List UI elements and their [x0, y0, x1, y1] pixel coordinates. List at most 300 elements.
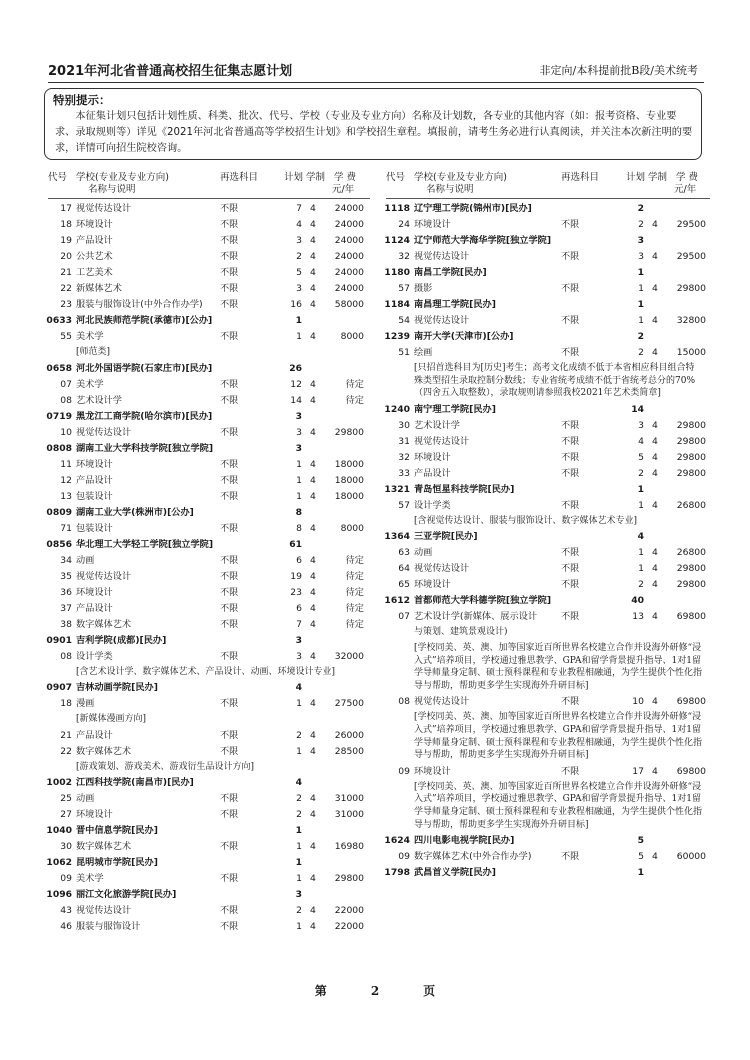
row-plan: 2 — [638, 347, 644, 358]
row-note: [新媒体漫画方向] — [76, 714, 147, 725]
row-code: 64 — [398, 563, 410, 575]
major-row — [386, 249, 710, 265]
row-code: 30 — [398, 419, 410, 431]
row-subject: 不限 — [220, 602, 239, 614]
row-subject: 不限 — [561, 851, 580, 863]
row-fee: 8000 — [340, 331, 364, 342]
row-fee: 29800 — [676, 419, 706, 431]
right-table-body — [386, 201, 710, 881]
row-plan: 14 — [290, 394, 302, 406]
row-name: 产品设计 — [76, 474, 113, 486]
row-duration: 4 — [310, 474, 316, 486]
row-subject: 不限 — [220, 554, 239, 566]
row-name: 动画 — [76, 554, 95, 566]
school-row — [48, 823, 370, 839]
row-code: 57 — [398, 499, 410, 511]
row-fee: 22000 — [334, 921, 364, 933]
header-duration: 学制 — [648, 172, 668, 183]
major-row — [48, 601, 370, 617]
row-subject: 不限 — [220, 650, 239, 662]
row-name: 动画 — [76, 793, 95, 805]
row-name: 美术学 — [76, 873, 104, 885]
row-duration: 4 — [310, 745, 316, 757]
row-code: 1124 — [384, 235, 410, 246]
row-code: 11 — [60, 458, 72, 470]
row-name: 设计学类 — [76, 650, 113, 662]
row-name: 视觉传达设计 — [414, 696, 470, 708]
row-code: 1240 — [384, 403, 410, 415]
major-row — [48, 617, 370, 633]
row-code: 18 — [60, 219, 72, 230]
row-code: 30 — [60, 841, 72, 853]
row-plan: 1 — [637, 867, 644, 879]
row-fee: 29800 — [334, 426, 364, 438]
header-name2: 名称与说明 — [426, 184, 474, 195]
row-plan: 2 — [296, 905, 302, 917]
right-column — [386, 170, 710, 881]
row-duration: 4 — [652, 451, 658, 463]
row-fee: 待定 — [345, 570, 364, 582]
row-code: 54 — [398, 315, 410, 326]
row-plan: 4 — [295, 777, 302, 789]
row-subject: 不限 — [561, 499, 580, 511]
row-fee: 31000 — [334, 793, 364, 805]
row-name: 包装设计 — [76, 490, 113, 502]
school-row — [48, 887, 370, 903]
row-plan: 26 — [289, 362, 302, 374]
row-plan: 1 — [638, 563, 644, 575]
major-row — [48, 649, 370, 665]
major-row — [48, 807, 370, 823]
row-subject: 不限 — [561, 435, 580, 447]
row-fee: 待定 — [345, 378, 364, 390]
row-name: 吉利学院(成都)[民办] — [76, 634, 167, 646]
row-code: 0658 — [46, 362, 72, 374]
row-name: 武昌首义学院[民办] — [414, 867, 496, 879]
row-fee: 24000 — [334, 219, 364, 230]
row-name: 晋中信息学院[民办] — [76, 825, 158, 837]
row-fee: 18000 — [334, 490, 364, 502]
row-plan: 19 — [290, 570, 302, 582]
school-row — [48, 409, 370, 425]
row-fee: 26800 — [676, 547, 706, 559]
row-subject: 不限 — [220, 458, 239, 470]
row-fee: 18000 — [334, 474, 364, 486]
major-row — [48, 791, 370, 807]
major-row — [386, 694, 710, 710]
row-code: 1612 — [384, 595, 410, 607]
row-code: 1002 — [46, 777, 72, 789]
school-row — [386, 265, 710, 281]
row-plan: 1 — [637, 267, 644, 278]
row-subject: 不限 — [220, 378, 239, 390]
notice-title: 特别提示： — [53, 93, 111, 107]
row-note: [只招首选科目为[历史]考生；高考文化成绩不低于本省相应科目组合特殊类型招生录取控制分数线；专业省统考成绩不低于省统考总分的70%（四舍五入取整数），录取规则请参照我校2021年艺术类简章] — [414, 363, 696, 399]
row-name: 南开大学(天津市)[公办] — [414, 331, 514, 342]
major-row — [48, 457, 370, 473]
header-fee-unit: 元/年 — [674, 184, 697, 195]
row-code: 71 — [60, 522, 72, 534]
row-duration: 4 — [652, 547, 658, 559]
row-plan: 23 — [290, 586, 302, 598]
row-name: 艺术设计学 — [76, 394, 122, 406]
row-name: 南宁理工学院[民办] — [414, 403, 496, 415]
row-plan: 1 — [296, 921, 302, 933]
row-fee: 24000 — [334, 235, 364, 246]
row-plan: 1 — [296, 458, 302, 470]
row-plan: 2 — [637, 203, 644, 214]
major-row — [48, 297, 370, 313]
row-code: 1118 — [384, 203, 410, 214]
school-row — [386, 201, 710, 217]
row-plan: 3 — [296, 283, 302, 294]
left-column — [48, 170, 370, 935]
row-subject: 不限 — [220, 426, 239, 438]
school-row — [386, 297, 710, 313]
row-subject: 不限 — [561, 283, 580, 294]
row-plan: 1 — [637, 483, 644, 495]
row-duration: 4 — [652, 283, 658, 294]
row-subject: 不限 — [220, 729, 239, 741]
row-name: 环境设计 — [76, 219, 113, 230]
row-subject: 不限 — [220, 267, 239, 278]
row-name: 数字媒体艺术 — [76, 841, 132, 853]
row-code: 09 — [398, 851, 410, 863]
row-name: 美术学 — [76, 331, 104, 342]
row-duration: 4 — [310, 490, 316, 502]
row-duration: 4 — [310, 650, 316, 662]
row-duration: 4 — [652, 347, 658, 358]
row-duration: 4 — [652, 696, 658, 708]
row-name: 环境设计 — [76, 458, 113, 470]
row-code: 08 — [60, 650, 72, 662]
row-fee: 29800 — [676, 563, 706, 575]
row-plan: 2 — [296, 809, 302, 821]
page-header — [48, 60, 704, 83]
row-subject: 不限 — [561, 765, 580, 777]
row-duration: 4 — [652, 315, 658, 326]
major-row — [48, 521, 370, 537]
row-code: 35 — [60, 570, 72, 582]
row-code: 13 — [60, 490, 72, 502]
row-subject: 不限 — [220, 490, 239, 502]
row-subject: 不限 — [561, 611, 580, 623]
row-plan: 12 — [290, 378, 302, 390]
row-plan: 3 — [295, 442, 302, 454]
row-note: [学校同美、英、澳、加等国家近百所世界名校建立合作并设海外研修“浸入式”培养项目，学校通过雅思教学、GPA和留学背景提升指导、1对1留学导师量身定制、硕士预科课程和专业教程相融通，为学生提供个性化指导与帮助，帮助更多学生实现海外升研目标] — [414, 781, 703, 830]
row-plan: 3 — [296, 235, 302, 246]
school-row — [386, 402, 710, 418]
header-subject: 再选科目 — [220, 172, 259, 183]
row-subject: 不限 — [561, 219, 580, 230]
row-code: 0809 — [46, 506, 72, 518]
row-duration: 4 — [652, 765, 658, 777]
row-plan: 3 — [638, 251, 644, 262]
row-name: 视觉传达设计 — [414, 563, 470, 575]
header-code: 代号 — [48, 172, 68, 183]
major-row — [48, 265, 370, 281]
row-plan: 8 — [295, 506, 302, 518]
row-note: [学校同美、英、澳、加等国家近百所世界名校建立合作并设海外研修“浸入式”培养项目，学校通过雅思教学、GPA和留学背景提升指导、1对1留学导师量身定制、硕士预科课程和专业教程相融通，为学生提供个性化指导与帮助，帮助更多学生实现海外升研目标] — [414, 712, 703, 761]
row-subject: 不限 — [220, 474, 239, 486]
row-subject: 不限 — [220, 522, 239, 534]
row-fee: 29800 — [676, 451, 706, 463]
row-name: 设计学类 — [414, 499, 451, 511]
row-duration: 4 — [310, 331, 316, 342]
row-subject: 不限 — [220, 921, 239, 933]
row-plan: 1 — [295, 825, 302, 837]
row-code: 34 — [60, 554, 72, 566]
row-name: 公共艺术 — [76, 251, 113, 262]
school-row — [48, 680, 370, 696]
header-fee-unit: 元/年 — [332, 184, 355, 195]
row-duration: 4 — [652, 563, 658, 575]
row-fee: 69800 — [676, 696, 706, 708]
row-fee: 29800 — [676, 579, 706, 591]
row-code: 24 — [398, 219, 410, 230]
major-row — [386, 561, 710, 577]
row-subject: 不限 — [220, 698, 239, 710]
footer-suffix: 页 — [423, 984, 436, 998]
major-row — [48, 425, 370, 441]
major-row — [48, 393, 370, 409]
row-fee: 29800 — [334, 873, 364, 885]
row-plan: 2 — [638, 219, 644, 230]
row-name: 服装与服饰设计 — [76, 921, 141, 933]
row-duration: 4 — [310, 602, 316, 614]
row-duration: 4 — [310, 378, 316, 390]
major-row — [48, 249, 370, 265]
school-row — [386, 482, 710, 498]
row-fee: 24000 — [334, 283, 364, 294]
major-row — [386, 609, 710, 625]
row-fee: 8000 — [340, 522, 364, 534]
major-row — [48, 728, 370, 744]
row-plan: 4 — [296, 219, 302, 230]
row-fee: 58000 — [334, 299, 364, 310]
row-plan: 1 — [295, 857, 302, 869]
row-code: 0808 — [46, 442, 72, 454]
major-row — [48, 839, 370, 855]
row-fee: 26800 — [676, 499, 706, 511]
row-plan: 4 — [638, 435, 644, 447]
row-fee: 69800 — [676, 611, 706, 623]
row-name: 美术学 — [76, 378, 104, 390]
row-code: 63 — [398, 547, 410, 559]
row-duration: 4 — [652, 611, 658, 623]
row-name: 产品设计 — [414, 467, 451, 479]
row-plan: 5 — [638, 851, 644, 863]
row-subject: 不限 — [220, 299, 239, 310]
row-duration: 4 — [310, 586, 316, 598]
row-name: 湖南工业大学(株洲市)[公办] — [76, 506, 194, 518]
row-code: 07 — [398, 611, 410, 623]
row-name: 吉林动画学院[民办] — [76, 682, 158, 694]
row-plan: 1 — [296, 474, 302, 486]
major-row — [48, 489, 370, 505]
table-header-left — [48, 170, 370, 199]
row-name: 包装设计 — [76, 522, 113, 534]
header-subject: 再选科目 — [561, 172, 600, 183]
row-fee: 待定 — [345, 602, 364, 614]
major-row — [48, 377, 370, 393]
row-name: 动画 — [414, 547, 433, 559]
row-name: 艺术设计学 — [414, 419, 460, 431]
row-duration: 4 — [310, 203, 316, 214]
row-plan: 1 — [638, 283, 644, 294]
major-row — [386, 281, 710, 297]
row-code: 46 — [60, 921, 72, 933]
row-name: 南昌工学院[民办] — [414, 267, 487, 278]
row-name: 艺术设计学(新媒体、展示设计 — [414, 611, 538, 623]
row-name: 服装与服饰设计(中外合作办学) — [76, 299, 203, 310]
row-fee: 18000 — [334, 458, 364, 470]
major-row — [48, 569, 370, 585]
row-plan: 1 — [296, 745, 302, 757]
row-code: 19 — [60, 235, 72, 246]
row-fee: 32800 — [676, 315, 706, 326]
page-number: 2 — [370, 984, 380, 998]
row-code: 1096 — [46, 889, 72, 901]
row-code: 1062 — [46, 857, 72, 869]
row-plan: 7 — [296, 203, 302, 214]
row-plan: 2 — [296, 251, 302, 262]
row-plan: 2 — [638, 467, 644, 479]
major-row — [48, 233, 370, 249]
row-code: 51 — [398, 347, 410, 358]
row-code: 33 — [398, 467, 410, 479]
school-row — [48, 505, 370, 521]
row-plan: 3 — [637, 235, 644, 246]
row-code: 07 — [60, 378, 72, 390]
row-name: 产品设计 — [76, 602, 113, 614]
major-row — [386, 345, 710, 361]
row-fee: 24000 — [334, 267, 364, 278]
row-plan: 7 — [296, 618, 302, 630]
row-fee: 24000 — [334, 203, 364, 214]
row-fee: 待定 — [345, 554, 364, 566]
header-name: 学校(专业及专业方向) — [76, 172, 169, 183]
row-code: 17 — [60, 203, 72, 214]
row-plan: 3 — [295, 410, 302, 422]
row-plan: 8 — [296, 522, 302, 534]
row-subject: 不限 — [220, 841, 239, 853]
row-name: 丽江文化旅游学院[民办] — [76, 889, 177, 901]
row-name: 江西科技学院(南昌市)[民办] — [76, 777, 194, 789]
row-plan: 3 — [296, 426, 302, 438]
row-name: 绘画 — [414, 347, 433, 358]
row-name: 首都师范大学科德学院[独立学院] — [414, 595, 552, 607]
major-row — [48, 329, 370, 345]
row-code: 0633 — [46, 315, 72, 326]
row-code: 0901 — [46, 634, 72, 646]
row-code: 21 — [60, 729, 72, 741]
header-duration: 学制 — [306, 172, 326, 183]
header-plan: 计划 — [284, 172, 304, 183]
row-code: 1180 — [384, 267, 410, 278]
row-duration: 4 — [310, 283, 316, 294]
row-plan: 14 — [631, 403, 644, 415]
row-note: [师范类] — [76, 347, 111, 357]
row-plan: 6 — [296, 602, 302, 614]
row-code: 20 — [60, 251, 72, 262]
row-duration: 4 — [652, 219, 658, 230]
table-header-right — [386, 170, 710, 199]
row-plan: 1 — [637, 299, 644, 310]
row-name: 产品设计 — [76, 235, 113, 246]
row-subject: 不限 — [561, 315, 580, 326]
major-row — [48, 871, 370, 887]
row-plan: 17 — [632, 765, 644, 777]
row-subject: 不限 — [561, 579, 580, 591]
row-code: 1040 — [46, 825, 72, 837]
row-duration: 4 — [310, 809, 316, 821]
row-name: 视觉传达设计 — [414, 435, 470, 447]
row-subject: 不限 — [561, 563, 580, 575]
row-code: 10 — [60, 426, 72, 438]
row-code: 09 — [398, 765, 410, 777]
row-name: 摄影 — [414, 283, 433, 294]
school-row — [48, 633, 370, 649]
major-row — [386, 418, 710, 434]
school-row — [386, 529, 710, 545]
row-duration: 4 — [310, 522, 316, 534]
row-name: 南昌理工学院[民办] — [414, 299, 496, 310]
row-fee: 29500 — [676, 219, 706, 230]
row-duration: 4 — [310, 426, 316, 438]
row-plan: 2 — [296, 793, 302, 805]
row-name: 新媒体艺术 — [76, 283, 122, 294]
row-code: 0719 — [46, 410, 72, 422]
row-code: 22 — [60, 283, 72, 294]
row-code: 25 — [60, 793, 72, 805]
row-plan: 5 — [637, 835, 644, 847]
row-subject: 不限 — [220, 793, 239, 805]
row-name: 华北理工大学轻工学院[独立学院] — [76, 538, 214, 550]
page-subtitle: 非定向/本科提前批B段/美术统考 — [539, 64, 698, 77]
major-row — [48, 903, 370, 919]
school-row — [48, 313, 370, 329]
row-duration: 4 — [310, 235, 316, 246]
row-duration: 4 — [652, 467, 658, 479]
row-fee: 待定 — [345, 618, 364, 630]
header-code: 代号 — [386, 172, 406, 183]
row-code: 37 — [60, 602, 72, 614]
row-note: [含艺术设计学、数字媒体艺术、产品设计、动画、环境设计专业] — [76, 666, 336, 677]
row-fee: 待定 — [345, 394, 364, 406]
row-fee: 29800 — [676, 435, 706, 447]
row-subject: 不限 — [220, 873, 239, 885]
major-row — [48, 585, 370, 601]
row-subject: 不限 — [220, 203, 239, 214]
row-fee: 22000 — [334, 905, 364, 917]
major-row — [386, 313, 710, 329]
row-subject: 不限 — [220, 283, 239, 294]
major-row — [48, 919, 370, 935]
row-name: 数字媒体艺术 — [76, 745, 132, 757]
row-subject: 不限 — [561, 251, 580, 262]
row-duration: 4 — [310, 251, 316, 262]
row-plan: 1 — [295, 315, 302, 326]
row-name: 昆明城市学院[民办] — [76, 857, 158, 869]
row-code: 32 — [398, 451, 410, 463]
row-name: 四川电影电视学院[民办] — [414, 835, 515, 847]
row-name: 辽宁师范大学海华学院[独立学院] — [414, 235, 552, 246]
row-subject: 不限 — [561, 696, 580, 708]
major-row — [48, 473, 370, 489]
row-duration: 4 — [310, 873, 316, 885]
left-table-body — [48, 201, 370, 935]
